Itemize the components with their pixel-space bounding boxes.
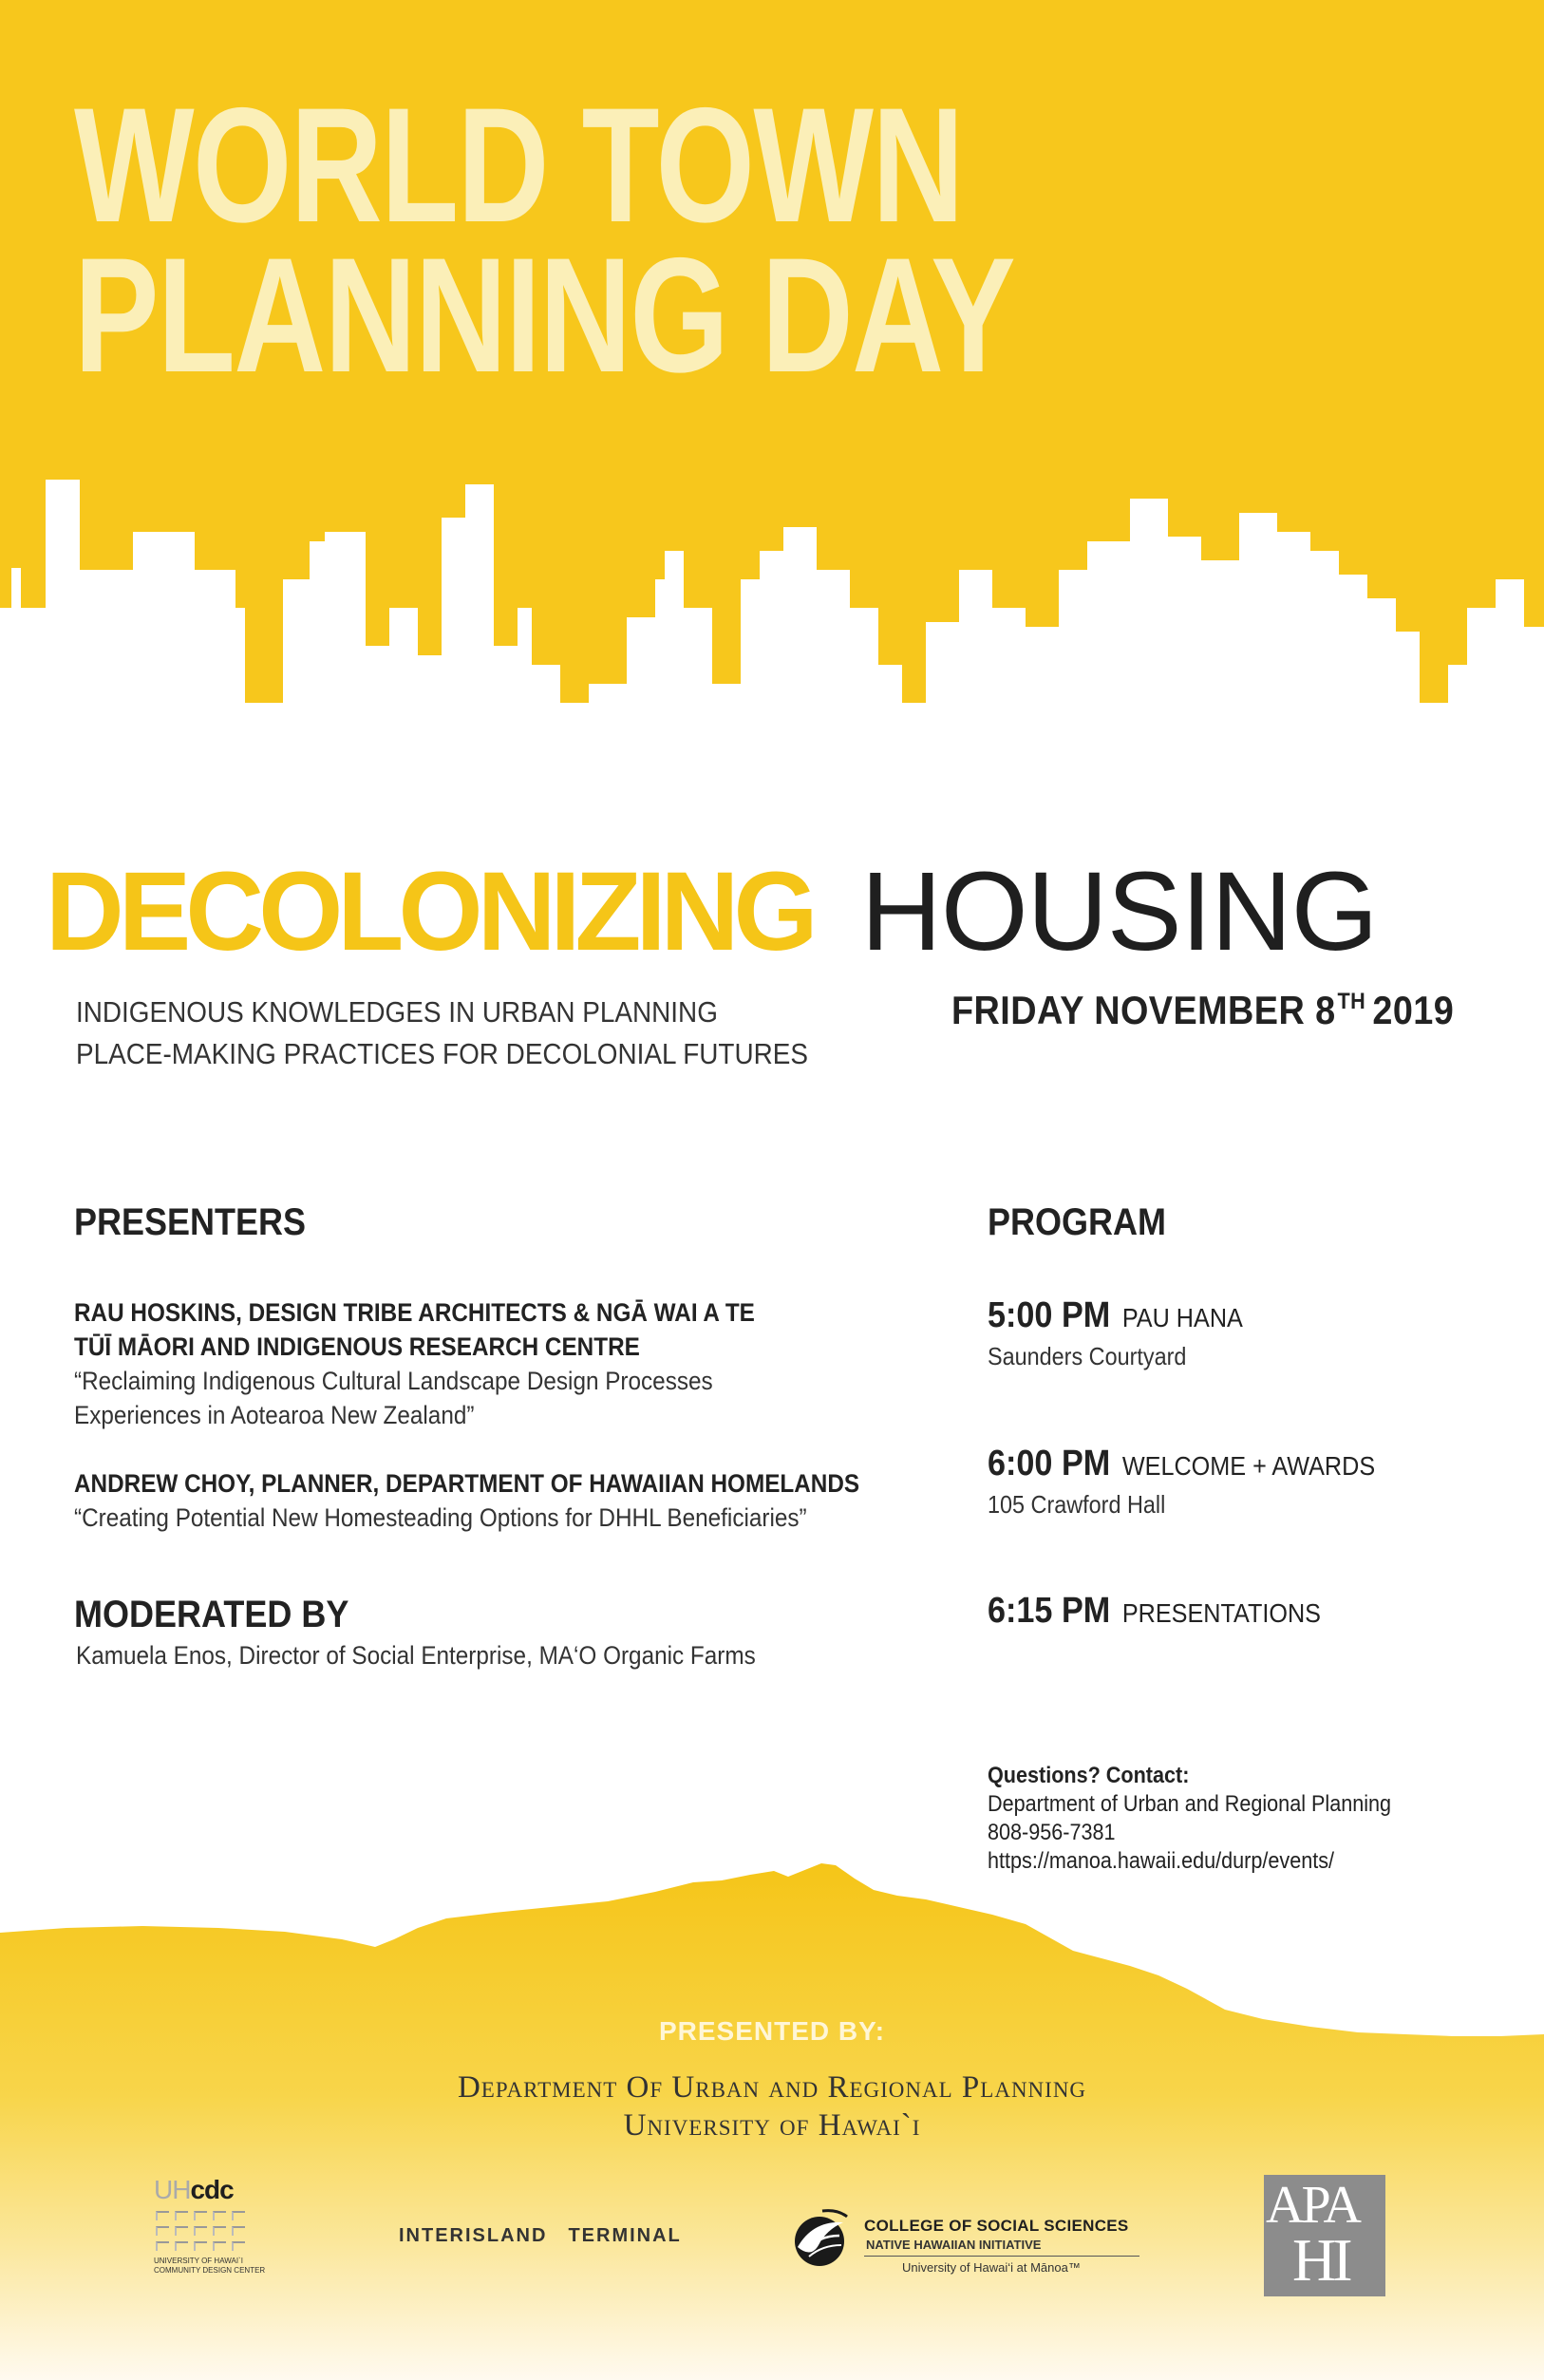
- presenter-1-talk-line-2: Experiences in Aotearoa New Zealand”: [74, 1401, 475, 1429]
- program-item-2-time: 6:00 PM: [988, 1444, 1111, 1483]
- college-divider: [864, 2256, 1139, 2257]
- presenter-2: [74, 1466, 859, 1535]
- presenter-1: [74, 1295, 755, 1432]
- contact-url[interactable]: https://manoa.hawaii.edu/durp/events/: [988, 1848, 1335, 1874]
- footer-university: University of Hawai`i: [623, 2108, 921, 2143]
- program-item-3-label: PRESENTATIONS: [1121, 1598, 1321, 1628]
- program-item-3-time: 6:15 PM: [988, 1591, 1111, 1631]
- presenter-1-name-line-2: TŪĪ MĀORI AND INDIGENOUS RESEARCH CENTRE: [74, 1332, 640, 1361]
- event-title: [74, 74, 1015, 406]
- theme-word-housing: HOUSING: [860, 849, 1378, 974]
- program-item-2-location: 105 Crawford Hall: [988, 1490, 1166, 1519]
- apa-logo-apa: APA: [1266, 2176, 1359, 2235]
- program-item-2-label: WELCOME + AWARDS: [1121, 1451, 1376, 1481]
- college-seal-icon: [784, 2203, 855, 2274]
- moderator-name: Kamuela Enos, Director of Social Enterprise, MA‘O Organic Farms: [76, 1641, 756, 1670]
- uhcdc-caption-line-2: COMMUNITY DESIGN CENTER: [154, 2266, 266, 2275]
- interisland-word: INTERISLAND: [399, 2225, 548, 2246]
- program-item-1-location: Saunders Courtyard: [988, 1342, 1187, 1370]
- presented-by-label: PRESENTED BY:: [658, 2016, 886, 2046]
- presenter-1-talk-line-1: “Reclaiming Indigenous Cultural Landscape Design Processes: [74, 1367, 713, 1395]
- uhcdc-pattern-icon: [156, 2211, 277, 2251]
- program-item-1: [988, 1295, 1243, 1371]
- program-item-1-time: 5:00 PM: [988, 1295, 1111, 1335]
- theme-word-decolonizing: DECOLONIZING: [46, 849, 813, 974]
- program-heading: PROGRAM: [988, 1201, 1167, 1243]
- presenters-heading: PRESENTERS: [74, 1201, 307, 1243]
- interisland-terminal-logo: [399, 2225, 682, 2247]
- uhcdc-caption-line-1: UNIVERSITY OF HAWAI`I: [154, 2257, 243, 2265]
- college-name: COLLEGE OF SOCIAL SCIENCES: [864, 2217, 1129, 2235]
- date-main: FRIDAY NOVEMBER 8: [951, 988, 1336, 1032]
- date-year: 2019: [1372, 988, 1455, 1032]
- presenter-2-talk: “Creating Potential New Homesteading Options for DHHL Beneficiaries”: [74, 1503, 807, 1532]
- uhcdc-logo-cdc: cdc: [190, 2175, 234, 2204]
- terminal-word: TERMINAL: [568, 2225, 682, 2246]
- college-initiative: NATIVE HAWAIIAN INITIATIVE: [866, 2238, 1042, 2252]
- event-title-line-1: WORLD TOWN: [74, 74, 963, 256]
- event-title-line-2: PLANNING DAY: [74, 224, 1015, 406]
- moderator-heading: MODERATED BY: [74, 1594, 349, 1635]
- program-item-1-label: PAU HANA: [1121, 1303, 1243, 1332]
- contact-heading: Questions? Contact:: [988, 1763, 1190, 1788]
- uhcdc-logo: [154, 2175, 277, 2298]
- date-suffix: TH: [1337, 989, 1366, 1014]
- theme-subtitle: [76, 992, 808, 1075]
- presenter-1-name-line-1: RAU HOSKINS, DESIGN TRIBE ARCHITECTS & NGĀ WAI A TE: [74, 1298, 755, 1327]
- uhcdc-logo-uh: UH: [154, 2175, 191, 2204]
- apa-logo-hi: HI: [1292, 2226, 1349, 2294]
- subtitle-line-1: INDIGENOUS KNOWLEDGES IN URBAN PLANNING: [76, 995, 718, 1029]
- program-item-2: [988, 1444, 1375, 1520]
- college-university: University of Hawai‘i at Mānoa™: [902, 2260, 1081, 2275]
- event-date: [951, 988, 1454, 1033]
- footer-department: Department Of Urban and Regional Planning: [457, 2070, 1087, 2105]
- subtitle-line-2: PLACE-MAKING PRACTICES FOR DECOLONIAL FUTURES: [76, 1037, 808, 1070]
- contact-department: Department of Urban and Regional Planning: [988, 1791, 1392, 1817]
- apa-hawaii-logo: [1264, 2175, 1385, 2296]
- theme-headline: [46, 850, 1377, 973]
- program-item-3: [988, 1591, 1321, 1632]
- contact-phone[interactable]: 808-956-7381: [988, 1820, 1116, 1845]
- presenter-2-name: ANDREW CHOY, PLANNER, DEPARTMENT OF HAWAIIAN HOMELANDS: [74, 1469, 860, 1498]
- college-of-social-sciences-logo: [784, 2201, 1155, 2277]
